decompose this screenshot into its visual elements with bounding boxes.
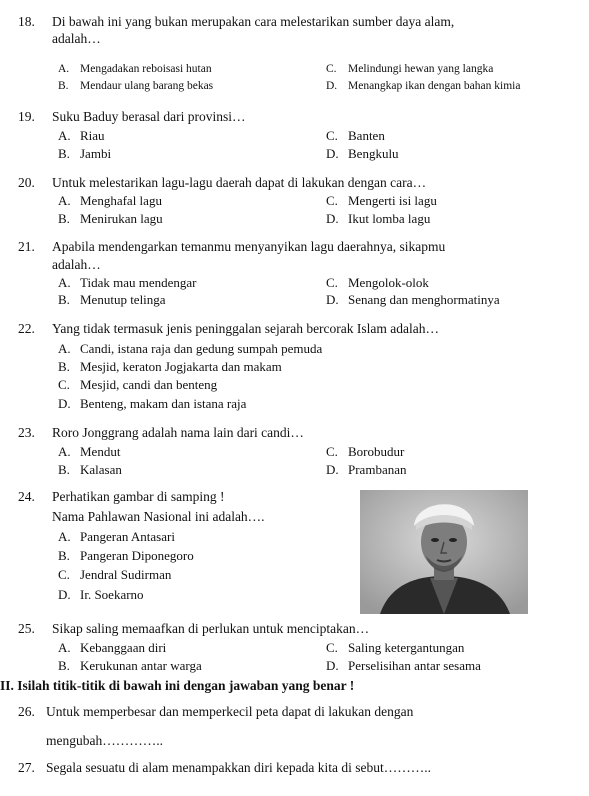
- option-a: A. Pangeran Antasari: [58, 529, 175, 544]
- option-b: B. Mendaur ulang barang bekas: [58, 80, 214, 92]
- option-b: B. Kerukunan antar warga: [58, 658, 202, 673]
- question-20: [18, 174, 426, 191]
- option-d: D. Benteng, makam dan istana raja: [58, 396, 247, 411]
- question-18: [18, 13, 454, 30]
- question-text: Apabila mendengarkan temanmu menyanyikan lagu daerahnya, sikapmu: [52, 239, 446, 254]
- option-c: C. Borobudur: [326, 444, 405, 459]
- option-d: D. Senang dan menghormatinya: [326, 292, 500, 307]
- question-text: Perhatikan gambar di samping !: [52, 489, 225, 504]
- question-text-continued: adalah…: [52, 257, 101, 272]
- hero-portrait-image: [360, 490, 528, 614]
- question-text: Yang tidak termasuk jenis peninggalan sejarah bercorak Islam adalah…: [52, 321, 440, 336]
- question-number: 23.: [18, 425, 35, 440]
- question-number: 22.: [18, 321, 35, 336]
- option-b: B. Mesjid, keraton Jogjakarta dan makam: [58, 359, 282, 374]
- question-19: [18, 108, 245, 125]
- question-text: Roro Jonggrang adalah nama lain dari candi…: [52, 425, 304, 440]
- question-number: 24.: [18, 489, 35, 504]
- question-text: Di bawah ini yang bukan merupakan cara melestarikan sumber daya alam,: [52, 14, 455, 29]
- option-a: A. Riau: [58, 128, 105, 143]
- question-number: 18.: [18, 14, 35, 29]
- question-22: [18, 320, 439, 337]
- option-d: D. Prambanan: [326, 462, 407, 477]
- option-c: C. Mesjid, candi dan benteng: [58, 377, 218, 392]
- option-b: B. Kalasan: [58, 462, 122, 477]
- essay-question-26: [18, 704, 413, 720]
- question-text-continued: adalah…: [52, 31, 101, 46]
- question-number: 21.: [18, 239, 35, 254]
- question-23: [18, 424, 304, 441]
- option-d: D. Bengkulu: [326, 146, 399, 161]
- option-d: D. Perselisihan antar sesama: [326, 658, 481, 673]
- option-b: B. Jambi: [58, 146, 112, 161]
- option-a: A. Menghafal lagu: [58, 193, 162, 208]
- question-text: Suku Baduy berasal dari provinsi…: [52, 109, 246, 124]
- option-d: D. Ikut lomba lagu: [326, 211, 431, 226]
- option-b: B. Menirukan lagu: [58, 211, 163, 226]
- option-a: A. Mendut: [58, 444, 121, 459]
- option-a: A. Candi, istana raja dan gedung sumpah pemuda: [58, 341, 323, 356]
- essay-question-27: [18, 760, 431, 776]
- question-text: Sikap saling memaafkan di perlukan untuk menciptakan…: [52, 621, 370, 636]
- option-c: C. Banten: [326, 128, 385, 143]
- question-number: 20.: [18, 175, 35, 190]
- question-text: Segala sesuatu di alam menampakkan diri kepada kita di sebut………..: [46, 760, 432, 775]
- option-b: B. Pangeran Diponegoro: [58, 548, 194, 563]
- question-number: 27.: [18, 760, 35, 775]
- question-text-continued: mengubah…………..: [46, 733, 163, 748]
- option-b: B. Menutup telinga: [58, 292, 166, 307]
- question-24: [18, 488, 224, 505]
- option-a: A. Kebanggaan diri: [58, 640, 167, 655]
- option-a: A. Tidak mau mendengar: [58, 275, 197, 290]
- question-number: 26.: [18, 704, 35, 719]
- option-c: C. Melindungi hewan yang langka: [326, 63, 494, 75]
- option-c: C. Mengolok-olok: [326, 275, 429, 290]
- option-a: A. Mengadakan reboisasi hutan: [58, 63, 212, 75]
- option-c: C. Saling ketergantungan: [326, 640, 465, 655]
- question-text-continued: Nama Pahlawan Nasional ini adalah….: [52, 509, 265, 524]
- question-25: [18, 620, 369, 637]
- option-c: C. Jendral Sudirman: [58, 567, 172, 582]
- question-number: 25.: [18, 621, 35, 636]
- question-number: 19.: [18, 109, 35, 124]
- question-text: Untuk melestarikan lagu-lagu daerah dapat di lakukan dengan cara…: [52, 175, 427, 190]
- question-21: [18, 238, 445, 255]
- option-d: D. Ir. Soekarno: [58, 587, 144, 602]
- section-title: II. Isilah titik-titik di bawah ini dengan jawaban yang benar !: [0, 678, 355, 693]
- question-text: Untuk memperbesar dan memperkecil peta dapat di lakukan dengan: [46, 704, 414, 719]
- option-c: C. Mengerti isi lagu: [326, 193, 437, 208]
- option-d: D. Menangkap ikan dengan bahan kimia: [326, 80, 521, 92]
